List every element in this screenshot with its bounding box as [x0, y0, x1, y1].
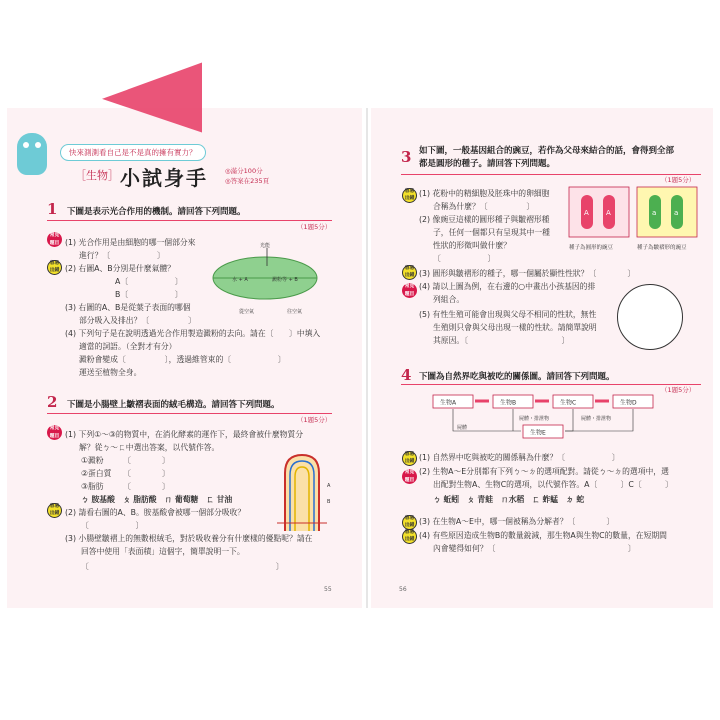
food-chain-diagram	[431, 393, 671, 443]
water-label: 水 + A	[232, 277, 248, 283]
q3-line: (4) 請以上圖為例，在右邊的○中畫出小孩基因的排	[419, 282, 596, 291]
q4-points: （1題5分）	[661, 386, 696, 394]
light-label: 光能	[260, 243, 271, 249]
gene-label: A	[606, 209, 611, 217]
remains-label: 屍體	[457, 425, 468, 431]
common-badge: 常見 題目	[402, 469, 417, 484]
q1-points: （1題5分）	[297, 223, 332, 231]
q3-line: (5) 有性生殖可能會出現與父母不相同的性狀，無性	[419, 310, 597, 319]
q1-line: 進行？〔 〕	[79, 251, 165, 260]
q2-rule	[47, 413, 332, 414]
q4-line: 內會變得如何？〔 〕	[433, 544, 636, 553]
q3-line: 性狀的形徵叫做什麼？	[433, 241, 511, 250]
q4-rule	[401, 384, 701, 385]
q2-line: (3) 小腸壁皺褶上的無數根絨毛，對於吸收養分有什麼樣的優點呢？請在	[65, 534, 313, 543]
easy-badge: 容易 出錯	[402, 265, 417, 280]
score-full: ◎滿分100分	[225, 167, 263, 175]
pea-wrinkled-box	[637, 187, 697, 237]
q4-line: (3) 在生物A～E中，哪一個被稱為分解者？〔 〕	[419, 517, 615, 526]
answer-circle	[617, 284, 683, 350]
page-number: 55	[324, 586, 332, 593]
q4-line: (2) 生物A～E分別都有下列ㄅ～ㄉ的選項配對。請從ㄅ～ㄉ的選項中，選	[419, 467, 669, 476]
q3-title: 如下圖，一般基因組合的豌豆，若作為父母來結合的話，會得到全部 都是圓形的種子。請回答下列問題。	[419, 146, 675, 169]
q3-line: 列組合。	[433, 295, 465, 304]
leaf-diagram	[207, 238, 327, 318]
mascot-icon	[17, 133, 47, 175]
spine	[366, 108, 368, 608]
organism-label: 生物B	[500, 399, 517, 407]
left-page	[7, 108, 362, 608]
q1-title: 下圖是表示光合作用的機制。請回答下列問題。	[67, 207, 246, 217]
pea-caption: 種子為皺褶形的豌豆	[637, 245, 687, 251]
q3-line: (1) 花粉中的精細胞及胚珠中的卵細胞	[419, 189, 550, 198]
q3-line: 合稱為什麼？〔 〕	[433, 202, 535, 211]
common-badge: 常見 題目	[402, 283, 417, 298]
q2-line: ①澱粉 〔 〕	[81, 456, 170, 465]
pea-caption: 種子為圓形的豌豆	[569, 245, 614, 251]
gene-label: a	[652, 209, 657, 217]
q1-line: (1) 光合作用是由細胞的哪一個部分來	[65, 238, 196, 247]
remains-label: 屍體・排泄物	[519, 416, 550, 422]
q3-line: 〔 〕	[433, 254, 496, 263]
easy-badge: 容易 出錯	[47, 503, 62, 518]
q2-line: 〔 〕	[81, 562, 284, 571]
score-answer: ◎答案在235頁	[225, 177, 270, 185]
tagline: 快來測測看自己是不是真的擁有實力？	[60, 144, 206, 161]
q1-line: A〔 〕	[115, 277, 183, 286]
q2-line: (2) 請看右圖的A、B。胺基酸會被哪一個部分吸收？	[65, 508, 246, 517]
q4-title: 下圖為自然界吃與被吃的關係圖。請回答下列問題。	[419, 372, 615, 382]
q4-line: (4) 有些原因造成生物B的數量銳減，那生物A與生物C的數量，在短期間	[419, 531, 667, 540]
q2-line: 回答中使用「表面積」這個字，簡單說明一下。	[81, 547, 245, 556]
book-spread	[7, 108, 713, 608]
easy-badge: 容易 出錯	[402, 451, 417, 466]
q2-title: 下圖是小腸壁上皺褶表面的絨毛構造。請回答下列問題。	[67, 400, 280, 410]
decomposer-arrow	[565, 409, 573, 431]
organism-label: 生物E	[530, 429, 546, 437]
q3-number: 3	[401, 148, 412, 166]
q4-line: ㄅ 蚯蚓 ㄆ 青蛙 ㄇ水稻 ㄈ 蚱蜢 ㄉ 蛇	[433, 495, 585, 504]
q1-line: (2) 右圖A、B分別是什麼氣體？	[65, 264, 175, 273]
q3-rule	[401, 174, 701, 175]
easy-badge: 容易 出錯	[47, 260, 62, 275]
q1-line: (3) 右圖的A、B是從葉子表面的哪個	[65, 303, 191, 312]
q2-line: ③脂肪 〔 〕	[81, 482, 170, 491]
q1-rule	[47, 220, 332, 221]
q2-line: (1) 下列①～③的物質中，在消化酵素的運作下，最終會被什麼物質分	[65, 430, 304, 439]
q1-number: 1	[47, 200, 58, 218]
q3-points: （1題5分）	[661, 176, 696, 184]
q4-line: 出配對生物A、生物C的選項，以代號作答。A〔 〕C〔 〕	[433, 480, 673, 489]
q3-line: (2) 像豌豆這樣的圓形種子與皺褶形種	[419, 215, 550, 224]
organism-label: 生物C	[560, 399, 577, 407]
easy-badge: 容易 出錯	[402, 515, 417, 530]
q1-line: 運送至植物全身。	[79, 368, 142, 377]
right-page	[371, 108, 713, 608]
remains-label: 屍體・排泄物	[581, 416, 612, 422]
gene-label: A	[584, 209, 589, 217]
easy-badge: 容易 出錯	[402, 188, 417, 203]
page-number: 56	[399, 586, 407, 593]
q2-points: （1題5分）	[297, 416, 332, 424]
starch-label: 澱粉等 + B	[272, 277, 298, 283]
q4-line: (1) 自然界中吃與被吃的關係稱為什麼？〔 〕	[419, 453, 620, 462]
to-air-label: 往空氣	[287, 309, 303, 315]
q2-number: 2	[47, 393, 58, 411]
q3-line: 生殖則只會與父母出現一樣的性狀。請簡單說明	[433, 323, 597, 332]
villus-label-b: B	[327, 499, 331, 505]
q4-number: 4	[401, 366, 412, 384]
q2-line: 解？從ㄅ～ㄈ中選出答案，以代號作答。	[79, 443, 220, 452]
common-badge: 常見 題目	[47, 425, 62, 440]
pea-round-box	[569, 187, 629, 237]
villus-label-a: A	[327, 483, 331, 489]
q2-line: ㄅ 胺基酸 ㄆ 脂肪酸 ㄇ 葡萄糖 ㄈ 甘油	[81, 495, 233, 504]
q2-line: ②蛋白質 〔 〕	[81, 469, 170, 478]
q2-line: 〔 〕	[81, 521, 144, 530]
q1-line: 澱粉會變成〔 〕，透過維管束的〔 〕	[79, 355, 286, 364]
co2-label: 從空氣	[239, 309, 255, 315]
easy-badge: 容易 出錯	[402, 529, 417, 544]
subject-label: ［生物］	[75, 169, 119, 182]
organism-label: 生物A	[440, 399, 457, 407]
q1-line: B〔 〕	[115, 290, 183, 299]
q1-line: (4) 下列句子是在說明透過光合作用製造澱粉的去向。請在〔 〕中填入	[65, 329, 321, 338]
score-info	[225, 166, 269, 186]
q3-line: (3) 圓形與皺褶形的種子，哪一個屬於顯性性狀？〔 〕	[419, 269, 636, 278]
villus-diagram	[277, 453, 337, 531]
gene-label: a	[674, 209, 679, 217]
page-title: 小試身手	[120, 166, 208, 190]
organism-label: 生物D	[620, 399, 637, 407]
common-badge: 常見 題目	[47, 232, 62, 247]
q1-line: 適當的詞語。（全對才有分）	[79, 342, 177, 351]
pea-diagram	[567, 185, 705, 255]
q3-line: 子，任何一個都只有呈現其中一種	[433, 228, 550, 237]
q1-line: 部分吸入及排出？〔 〕	[79, 316, 196, 325]
q3-line: 其原因。〔 〕	[433, 336, 570, 345]
